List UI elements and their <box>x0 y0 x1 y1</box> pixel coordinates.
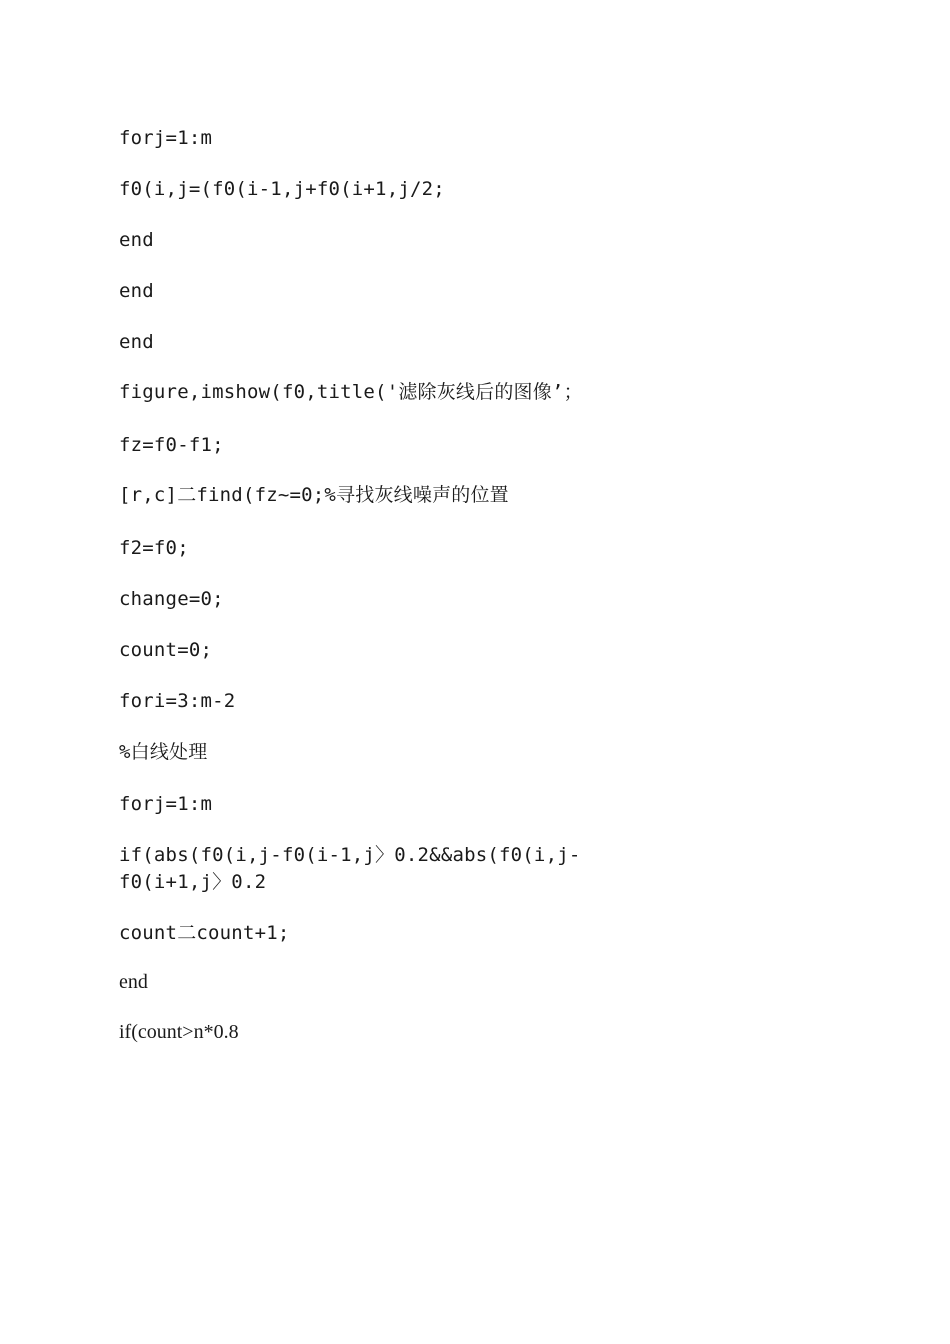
code-line-12: fori=3:m-2 <box>119 690 236 712</box>
code-line-3: end <box>119 229 154 251</box>
code-line-10: change=0; <box>119 588 224 610</box>
code-line-1: forj=1:m <box>119 127 213 149</box>
code-line-7: fz=f0-f1; <box>119 434 224 456</box>
code-line-11: count=0; <box>119 639 213 661</box>
code-comment-line: %白线处理 <box>119 741 208 763</box>
code-line-5: end <box>119 331 154 353</box>
code-line-9: f2=f0; <box>119 537 189 559</box>
code-line-17: count二count+1; <box>119 922 290 944</box>
code-line-15: if(abs(f0(i,j-f0(i-1,j〉0.2&&abs(f0(i,j- <box>119 844 581 866</box>
code-line-6: figure,imshow(f0,title('滤除灰线后的图像’； <box>119 381 583 403</box>
code-line-19: if(count>n*0.8 <box>119 1021 239 1043</box>
code-line-14: forj=1:m <box>119 793 213 815</box>
code-line-8: [r,c]二find(fz~=0;%寻找灰线噪声的位置 <box>119 484 509 506</box>
code-line-4: end <box>119 280 154 302</box>
code-line-2: f0(i,j=(f0(i-1,j+f0(i+1,j/2; <box>119 178 445 200</box>
code-line-16: f0(i+1,j〉0.2 <box>119 871 267 893</box>
code-line-18: end <box>119 971 148 993</box>
